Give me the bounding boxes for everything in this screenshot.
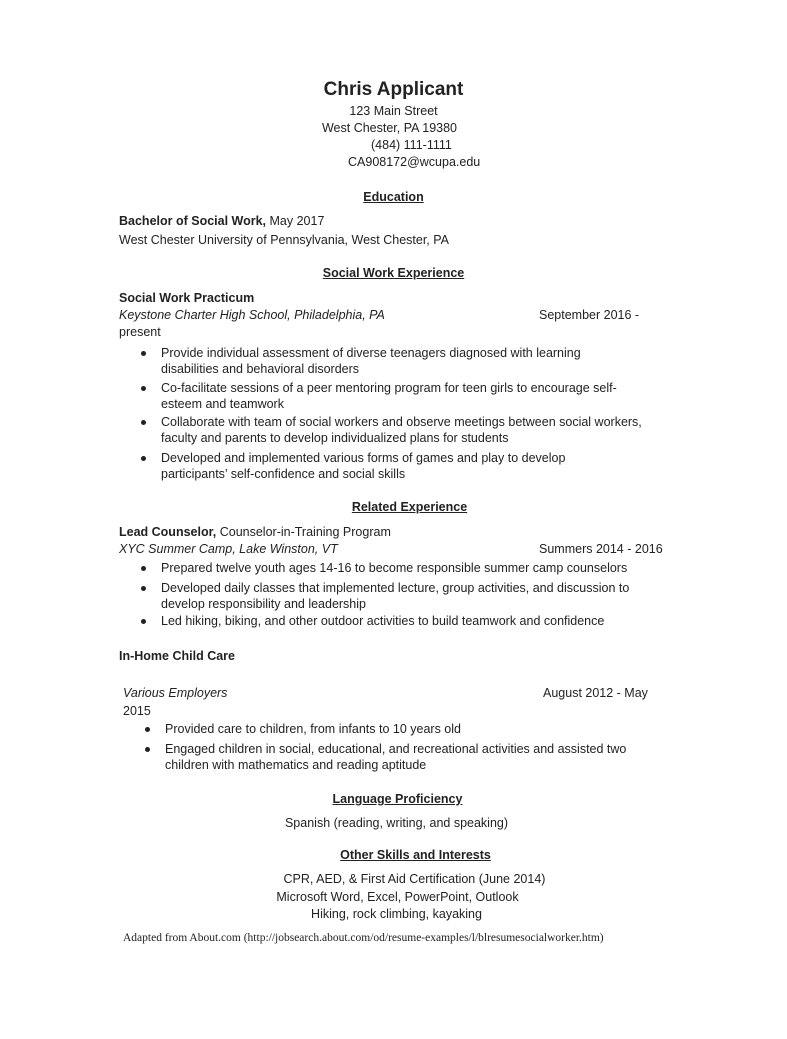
- childcare-date-cont: 2015: [123, 704, 151, 718]
- related-heading: Related Experience: [351, 500, 468, 514]
- degree: [119, 213, 324, 229]
- related-program: Counselor-in-Training Program: [216, 525, 391, 539]
- bullet-text: Provide individual assessment of diverse teenagers diagnosed with learning: [161, 346, 581, 360]
- childcare-date: August 2012 - May: [543, 686, 648, 700]
- bullet-text: Co-facilitate sessions of a peer mentoring program for teen girls to encourage self-: [161, 381, 617, 395]
- source-footer: Adapted from About.com (http://jobsearch.about.com/od/resume-examples/l/blresumesocialworker.htm): [123, 932, 604, 944]
- bullet-text: children with mathematics and reading aptitude: [165, 758, 427, 772]
- school: West Chester University of Pennsylvania, West Chester, PA: [119, 233, 449, 247]
- bullet-text: Provided care to children, from infants to 10 years old: [165, 722, 461, 736]
- job-date: September 2016 -: [539, 308, 640, 322]
- bullet-text: Engaged children in social, educational, and recreational activities and assisted two: [165, 742, 627, 756]
- bullet-text: Developed daily classes that implemented lecture, group activities, and discussion to: [161, 581, 630, 595]
- bullet-text: Collaborate with team of social workers and observe meetings between social workers,: [161, 415, 642, 429]
- language-text: Spanish (reading, writing, and speaking): [284, 816, 509, 830]
- applicant-name: Chris Applicant: [323, 79, 464, 100]
- bullet-text: develop responsibility and leadership: [161, 597, 366, 611]
- job-org: Keystone Charter High School, Philadelphia, PA: [119, 308, 385, 322]
- social-work-heading: Social Work Experience: [322, 266, 465, 280]
- job-title: Social Work Practicum: [119, 291, 255, 305]
- related-date: Summers 2014 - 2016: [539, 542, 663, 556]
- skills-heading: Other Skills and Interests: [340, 848, 491, 862]
- degree-title: Bachelor of Social Work,: [119, 214, 267, 228]
- bullet-text: Led hiking, biking, and other outdoor activities to build teamwork and confidence: [161, 614, 605, 628]
- bullet-text: Developed and implemented various forms of games and play to develop: [161, 451, 566, 465]
- related-role: Lead Counselor,: [119, 525, 217, 539]
- skills-line: Hiking, rock climbing, kayaking: [311, 907, 482, 921]
- job-date-cont: present: [119, 325, 161, 339]
- city-state-zip: West Chester, PA 19380: [321, 121, 458, 135]
- degree-date: May 2017: [266, 214, 325, 228]
- childcare-title: In-Home Child Care: [119, 649, 235, 663]
- education-heading: Education: [363, 190, 424, 204]
- bullet-text: participants’ self-confidence and social skills: [161, 467, 406, 481]
- email: CA908172@wcupa.edu: [348, 155, 481, 169]
- phone: (484) 111-1111: [371, 138, 452, 152]
- bullet-text: esteem and teamwork: [161, 397, 284, 411]
- bullet-icon: [141, 386, 146, 391]
- skills-line: CPR, AED, & First Aid Certification (June 2014): [283, 872, 546, 886]
- bullet-icon: [145, 747, 150, 752]
- bullet-text: disabilities and behavioral disorders: [161, 362, 360, 376]
- street-address: 123 Main Street: [349, 104, 438, 118]
- bullet-icon: [141, 420, 146, 425]
- bullet-icon: [145, 727, 150, 732]
- bullet-icon: [141, 351, 146, 356]
- bullet-text: faculty and parents to develop individualized plans for students: [161, 431, 509, 445]
- language-heading: Language Proficiency: [332, 792, 463, 806]
- bullet-icon: [141, 586, 146, 591]
- related-org: XYC Summer Camp, Lake Winston, VT: [119, 542, 338, 556]
- bullet-icon: [141, 456, 146, 461]
- bullet-icon: [141, 619, 146, 624]
- bullet-text: Prepared twelve youth ages 14-16 to become responsible summer camp counselors: [161, 561, 628, 575]
- skills-line: Microsoft Word, Excel, PowerPoint, Outlook: [276, 890, 519, 904]
- bullet-icon: [141, 566, 146, 571]
- related-title: [119, 524, 391, 540]
- childcare-org: Various Employers: [123, 686, 228, 700]
